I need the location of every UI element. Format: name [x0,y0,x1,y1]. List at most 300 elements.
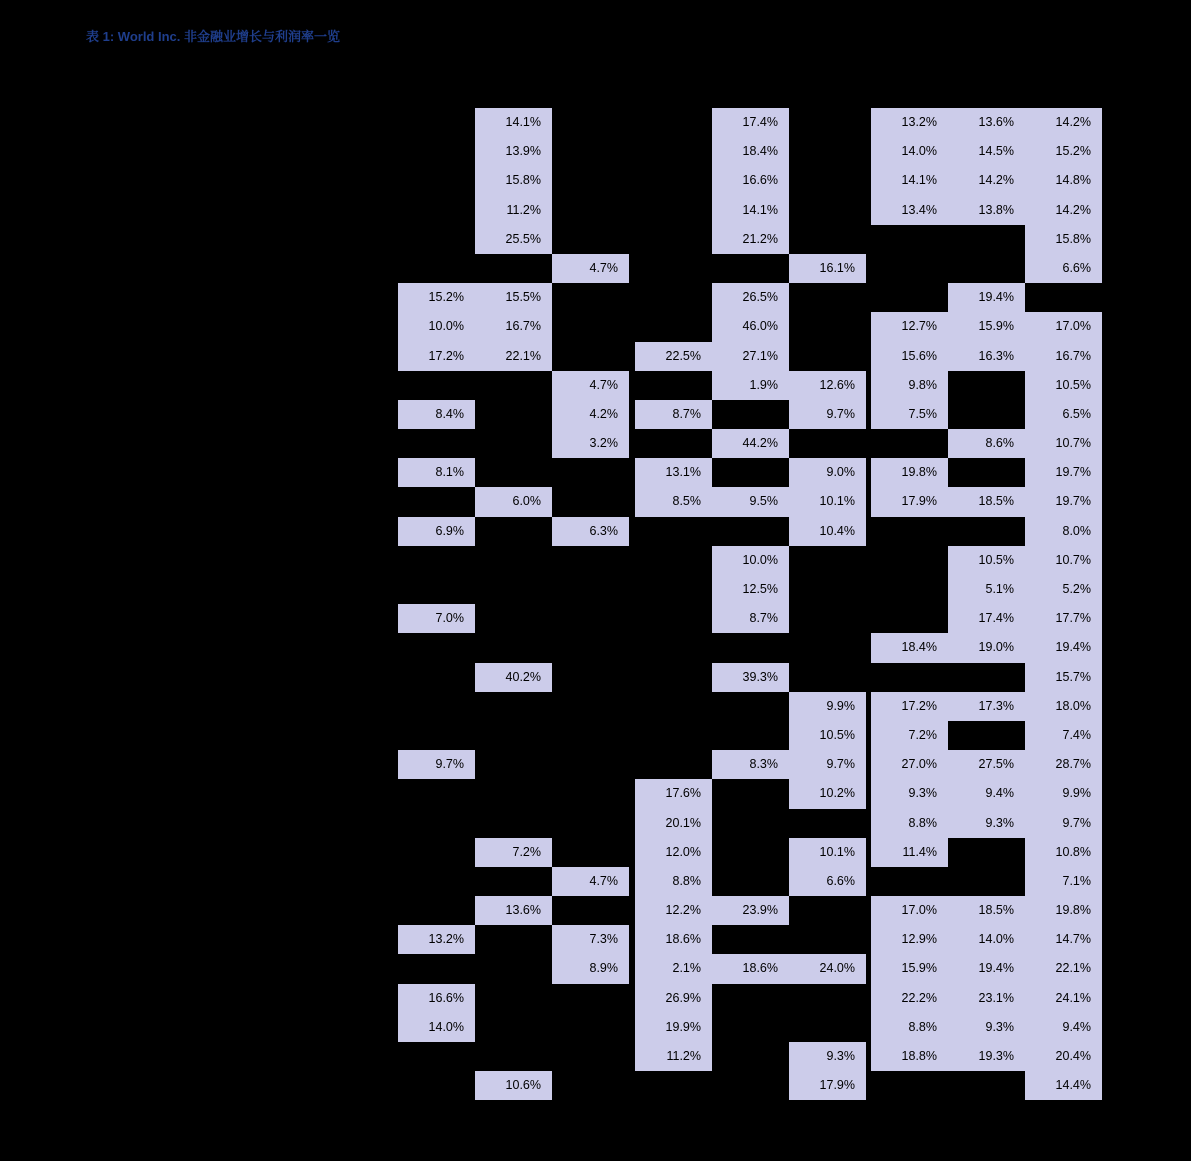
table-cell [475,517,552,546]
table-row [0,692,1191,721]
table-cell: 7.2% [871,721,948,750]
table-cell [871,283,948,312]
table-cell: 26.5% [712,283,789,312]
table-cell [398,838,475,867]
table-cell: 9.8% [871,371,948,400]
table-row [0,517,1191,546]
table-cell [948,371,1025,400]
table-cell [475,750,552,779]
table-cell: 15.8% [475,166,552,195]
table-cell: 19.4% [1025,633,1102,662]
table-cell [552,137,629,166]
table-cell: 4.2% [552,400,629,429]
table-cell [712,809,789,838]
table-cell: 14.2% [1025,196,1102,225]
table-cell [948,867,1025,896]
table-cell [635,604,712,633]
table-cell: 12.6% [789,371,866,400]
table-row [0,896,1191,925]
table-cell [398,721,475,750]
table-cell [871,604,948,633]
table-cell [552,166,629,195]
table-cell: 39.3% [712,663,789,692]
table-row [0,925,1191,954]
table-cell [475,604,552,633]
table-cell [635,517,712,546]
table-cell: 13.2% [871,108,948,137]
table-cell [948,400,1025,429]
table-cell [552,1013,629,1042]
table-cell [635,546,712,575]
table-cell: 11.4% [871,838,948,867]
table-cell [398,896,475,925]
table-cell [552,575,629,604]
table-cell [712,779,789,808]
table-row [0,225,1191,254]
table-cell: 17.3% [948,692,1025,721]
table-cell: 17.2% [398,342,475,371]
table-cell: 10.8% [1025,838,1102,867]
table-cell: 9.7% [789,750,866,779]
table-cell [398,633,475,662]
table-cell [789,633,866,662]
table-cell: 10.0% [712,546,789,575]
table-cell [948,838,1025,867]
table-cell: 9.3% [871,779,948,808]
table-cell: 19.7% [1025,458,1102,487]
table-cell [712,400,789,429]
table-cell [398,692,475,721]
table-cell [635,633,712,662]
table-row [0,809,1191,838]
table-cell [475,692,552,721]
table-cell: 27.5% [948,750,1025,779]
table-cell: 18.0% [1025,692,1102,721]
table-cell [948,1071,1025,1100]
table-cell [948,254,1025,283]
table-cell [712,1071,789,1100]
table-cell [948,721,1025,750]
table-cell: 14.1% [475,108,552,137]
table-cell: 19.3% [948,1042,1025,1071]
table-cell: 14.2% [948,166,1025,195]
table-cell: 17.4% [712,108,789,137]
table-cell [635,1071,712,1100]
table-cell [398,1042,475,1071]
table-cell: 23.9% [712,896,789,925]
table-cell [635,225,712,254]
table-cell [552,225,629,254]
table-cell [475,925,552,954]
table-row [0,1042,1191,1071]
table-cell [475,633,552,662]
table-cell: 4.7% [552,867,629,896]
table-cell [552,721,629,750]
table-cell [552,196,629,225]
table-cell: 10.5% [1025,371,1102,400]
table-cell: 22.5% [635,342,712,371]
table-cell [789,225,866,254]
table-cell: 10.1% [789,487,866,516]
table-cell [871,663,948,692]
table-cell: 14.7% [1025,925,1102,954]
table-cell: 8.1% [398,458,475,487]
table-row [0,663,1191,692]
table-row [0,604,1191,633]
table-cell: 14.2% [1025,108,1102,137]
table-cell [635,692,712,721]
table-cell: 5.2% [1025,575,1102,604]
table-cell [552,750,629,779]
table-cell: 8.0% [1025,517,1102,546]
table-cell: 12.7% [871,312,948,341]
table-cell [635,283,712,312]
table-cell: 8.5% [635,487,712,516]
table-cell: 16.6% [712,166,789,195]
table-row [0,487,1191,516]
table-cell: 18.4% [871,633,948,662]
table-cell [789,809,866,838]
table-cell [475,954,552,983]
table-cell [552,633,629,662]
table-cell [398,575,475,604]
table-cell [712,633,789,662]
table-cell: 19.8% [1025,896,1102,925]
table-cell: 27.0% [871,750,948,779]
table-cell [552,458,629,487]
table-cell [789,283,866,312]
table-row [0,429,1191,458]
table-cell: 20.1% [635,809,712,838]
table-cell: 19.0% [948,633,1025,662]
table-cell: 4.7% [552,254,629,283]
table-cell [871,517,948,546]
table-cell [789,342,866,371]
table-row [0,458,1191,487]
table-cell [475,721,552,750]
table-cell: 9.7% [1025,809,1102,838]
table-cell [398,954,475,983]
table-row [0,867,1191,896]
table-cell [635,196,712,225]
table-cell: 8.6% [948,429,1025,458]
table-row [0,721,1191,750]
table-cell [789,604,866,633]
table-cell: 13.8% [948,196,1025,225]
table-cell: 13.9% [475,137,552,166]
table-cell [871,429,948,458]
table-cell [789,429,866,458]
table-cell: 13.2% [398,925,475,954]
table-cell: 10.5% [948,546,1025,575]
table-cell: 14.0% [398,1013,475,1042]
table-cell: 15.2% [398,283,475,312]
table-row [0,166,1191,195]
table-cell: 14.1% [871,166,948,195]
table-cell [552,487,629,516]
table-cell [398,108,475,137]
table-cell: 27.1% [712,342,789,371]
table-cell: 17.4% [948,604,1025,633]
table-cell: 15.9% [948,312,1025,341]
table-cell [871,867,948,896]
table-cell [475,809,552,838]
table-cell: 19.4% [948,954,1025,983]
table-cell [475,371,552,400]
table-row [0,954,1191,983]
table-cell [552,809,629,838]
table-cell: 12.2% [635,896,712,925]
table-cell [398,254,475,283]
data-table [0,108,1191,1100]
table-cell [475,400,552,429]
table-cell [552,312,629,341]
table-row [0,838,1191,867]
table-cell: 7.2% [475,838,552,867]
table-cell: 15.7% [1025,663,1102,692]
table-cell: 11.2% [475,196,552,225]
table-cell: 16.7% [1025,342,1102,371]
table-cell [475,1013,552,1042]
table-cell: 6.3% [552,517,629,546]
table-cell [789,166,866,195]
table-cell: 13.6% [475,896,552,925]
table-cell: 1.9% [712,371,789,400]
table-cell [398,663,475,692]
table-cell [552,108,629,137]
table-cell: 18.5% [948,487,1025,516]
table-cell [475,458,552,487]
table-cell: 12.9% [871,925,948,954]
table-cell: 15.5% [475,283,552,312]
table-cell [1025,283,1102,312]
table-row [0,984,1191,1013]
table-cell: 13.6% [948,108,1025,137]
table-row [0,283,1191,312]
table-cell: 8.7% [712,604,789,633]
table-row [0,633,1191,662]
table-cell [398,779,475,808]
table-cell: 7.5% [871,400,948,429]
table-cell [552,779,629,808]
table-cell: 9.3% [948,809,1025,838]
table-cell: 8.3% [712,750,789,779]
table-cell [789,925,866,954]
table-cell [789,108,866,137]
table-cell [635,166,712,195]
table-cell: 17.0% [871,896,948,925]
table-cell [635,575,712,604]
table-cell [871,225,948,254]
table-cell [398,166,475,195]
table-cell: 14.0% [948,925,1025,954]
table-cell: 6.9% [398,517,475,546]
table-cell [475,984,552,1013]
table-cell: 9.0% [789,458,866,487]
table-cell: 9.4% [1025,1013,1102,1042]
table-cell: 9.4% [948,779,1025,808]
table-cell: 18.5% [948,896,1025,925]
table-cell [871,1071,948,1100]
table-cell [712,925,789,954]
table-cell [552,984,629,1013]
table-cell [712,721,789,750]
table-cell: 4.7% [552,371,629,400]
table-cell [871,254,948,283]
table-cell: 10.0% [398,312,475,341]
table-cell: 6.0% [475,487,552,516]
table-cell: 18.8% [871,1042,948,1071]
table-cell [871,546,948,575]
table-cell: 24.0% [789,954,866,983]
table-cell: 18.6% [712,954,789,983]
table-cell [948,663,1025,692]
table-cell [398,809,475,838]
table-cell: 22.2% [871,984,948,1013]
table-cell [475,254,552,283]
table-cell [712,517,789,546]
table-cell: 17.9% [871,487,948,516]
table-cell [635,254,712,283]
table-cell [712,838,789,867]
table-cell: 10.5% [789,721,866,750]
table-cell: 16.1% [789,254,866,283]
table-cell: 28.7% [1025,750,1102,779]
table-cell [635,312,712,341]
table-cell [398,1071,475,1100]
table-row [0,750,1191,779]
table-cell: 6.6% [789,867,866,896]
table-cell [712,458,789,487]
table-cell [712,984,789,1013]
table-row [0,108,1191,137]
table-cell: 10.4% [789,517,866,546]
table-cell [712,254,789,283]
table-cell: 7.1% [1025,867,1102,896]
table-cell: 9.3% [789,1042,866,1071]
table-cell: 19.8% [871,458,948,487]
table-cell: 8.9% [552,954,629,983]
table-row [0,137,1191,166]
table-cell [635,137,712,166]
table-cell: 10.7% [1025,546,1102,575]
table-cell [552,283,629,312]
table-cell: 20.4% [1025,1042,1102,1071]
table-cell: 3.2% [552,429,629,458]
table-cell: 10.6% [475,1071,552,1100]
table-cell [635,721,712,750]
table-cell: 17.6% [635,779,712,808]
table-row [0,312,1191,341]
table-cell: 25.5% [475,225,552,254]
table-cell [552,546,629,575]
table-cell [635,429,712,458]
table-cell: 7.4% [1025,721,1102,750]
table-cell [475,779,552,808]
table-cell: 19.7% [1025,487,1102,516]
table-cell: 15.9% [871,954,948,983]
table-cell [789,137,866,166]
table-cell: 10.1% [789,838,866,867]
table-cell [398,487,475,516]
table-cell [789,196,866,225]
table-cell [552,663,629,692]
page-title: 表 1: World Inc. 非金融业增长与利润率一览 [86,29,340,44]
table-cell: 22.1% [475,342,552,371]
table-cell: 17.0% [1025,312,1102,341]
table-cell [948,517,1025,546]
table-cell: 8.4% [398,400,475,429]
table-cell: 19.9% [635,1013,712,1042]
table-row [0,1013,1191,1042]
table-cell [712,1042,789,1071]
table-cell: 9.7% [398,750,475,779]
table-cell [475,867,552,896]
table-cell: 17.7% [1025,604,1102,633]
table-cell [948,225,1025,254]
table-cell: 18.6% [635,925,712,954]
table-row [0,342,1191,371]
table-cell [552,342,629,371]
table-cell: 17.9% [789,1071,866,1100]
table-row [0,196,1191,225]
table-cell: 16.6% [398,984,475,1013]
table-cell: 14.5% [948,137,1025,166]
table-cell [398,546,475,575]
table-cell: 8.8% [871,1013,948,1042]
table-cell: 2.1% [635,954,712,983]
table-cell: 14.1% [712,196,789,225]
table-cell [475,575,552,604]
table-cell: 40.2% [475,663,552,692]
table-cell [635,750,712,779]
table-row [0,254,1191,283]
table-cell [398,429,475,458]
table-row [0,371,1191,400]
table-cell [789,984,866,1013]
table-cell: 23.1% [948,984,1025,1013]
table-cell: 13.4% [871,196,948,225]
table-cell [398,225,475,254]
table-cell: 9.9% [789,692,866,721]
table-cell: 8.8% [635,867,712,896]
table-cell [475,546,552,575]
table-cell [635,371,712,400]
table-cell: 15.8% [1025,225,1102,254]
table-cell: 13.1% [635,458,712,487]
table-cell: 14.0% [871,137,948,166]
table-cell: 12.0% [635,838,712,867]
table-cell: 6.5% [1025,400,1102,429]
table-cell [552,896,629,925]
table-cell: 9.7% [789,400,866,429]
table-cell: 26.9% [635,984,712,1013]
table-cell [712,692,789,721]
table-cell [789,546,866,575]
table-cell: 44.2% [712,429,789,458]
table-cell: 15.2% [1025,137,1102,166]
table-cell: 9.5% [712,487,789,516]
table-cell: 9.9% [1025,779,1102,808]
table-cell [552,838,629,867]
table-cell [635,663,712,692]
table-cell: 16.7% [475,312,552,341]
table-cell: 12.5% [712,575,789,604]
table-cell: 8.8% [871,809,948,838]
table-cell [789,1013,866,1042]
table-cell: 5.1% [948,575,1025,604]
table-cell [398,867,475,896]
